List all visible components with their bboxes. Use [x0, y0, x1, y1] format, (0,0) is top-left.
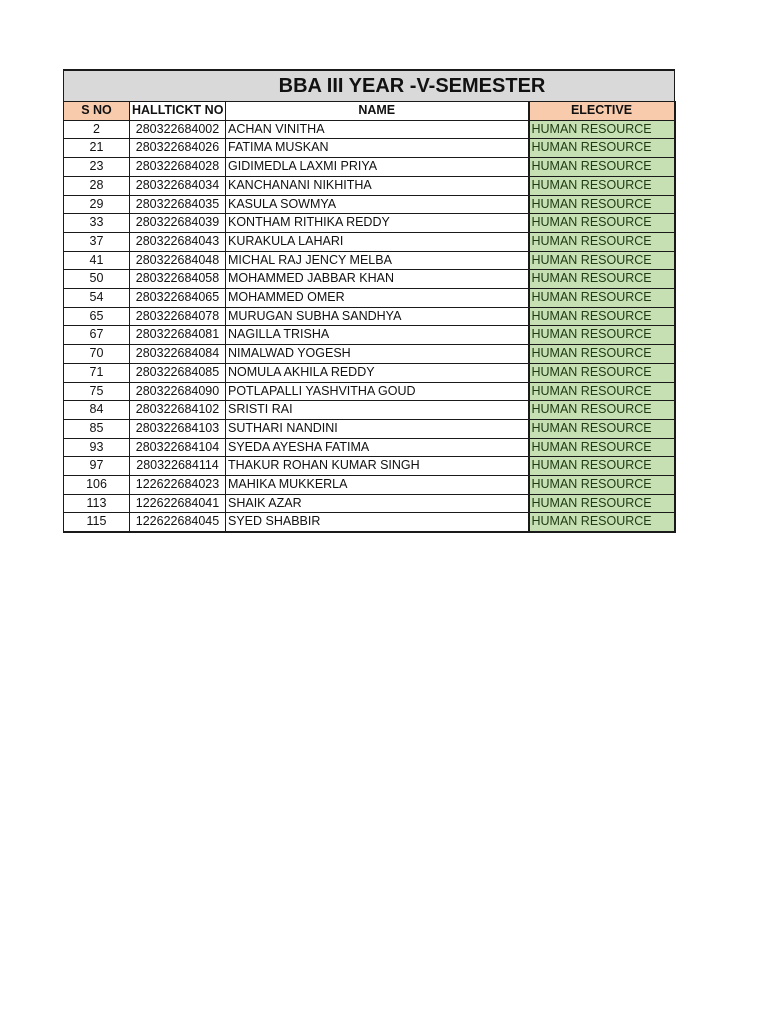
sno-cell: 21 — [64, 139, 130, 158]
name-cell: ACHAN VINITHA — [226, 120, 529, 139]
elective-cell: HUMAN RESOURCE — [529, 120, 675, 139]
hallticket-cell: 280322684034 — [130, 176, 226, 195]
elective-cell: HUMAN RESOURCE — [529, 307, 675, 326]
sno-cell: 2 — [64, 120, 130, 139]
elective-cell: HUMAN RESOURCE — [529, 289, 675, 308]
table-row — [64, 494, 675, 513]
hallticket-cell: 280322684043 — [130, 232, 226, 251]
sno-cell: 75 — [64, 382, 130, 401]
student-elective-table — [63, 69, 676, 533]
elective-cell: HUMAN RESOURCE — [529, 494, 675, 513]
name-cell: NAGILLA TRISHA — [226, 326, 529, 345]
name-cell: NOMULA AKHILA REDDY — [226, 363, 529, 382]
elective-cell: HUMAN RESOURCE — [529, 270, 675, 289]
elective-cell: HUMAN RESOURCE — [529, 419, 675, 438]
name-cell: MICHAL RAJ JENCY MELBA — [226, 251, 529, 270]
sno-cell: 29 — [64, 195, 130, 214]
elective-cell: HUMAN RESOURCE — [529, 214, 675, 233]
name-cell: SYED SHABBIR — [226, 513, 529, 532]
name-cell: KURAKULA LAHARI — [226, 232, 529, 251]
hallticket-cell: 280322684048 — [130, 251, 226, 270]
hallticket-cell: 280322684085 — [130, 363, 226, 382]
hallticket-cell: 122622684041 — [130, 494, 226, 513]
name-cell: FATIMA MUSKAN — [226, 139, 529, 158]
name-cell: MOHAMMED OMER — [226, 289, 529, 308]
sno-cell: 85 — [64, 419, 130, 438]
hallticket-cell: 280322684028 — [130, 158, 226, 177]
sno-cell: 115 — [64, 513, 130, 532]
header-elective: ELECTIVE — [529, 102, 675, 121]
elective-cell: HUMAN RESOURCE — [529, 476, 675, 495]
sno-cell: 106 — [64, 476, 130, 495]
table-row — [64, 214, 675, 233]
sno-cell: 70 — [64, 345, 130, 364]
name-cell: POTLAPALLI YASHVITHA GOUD — [226, 382, 529, 401]
table-row — [64, 307, 675, 326]
hallticket-cell: 280322684104 — [130, 438, 226, 457]
hallticket-cell: 280322684078 — [130, 307, 226, 326]
name-cell: THAKUR ROHAN KUMAR SINGH — [226, 457, 529, 476]
name-cell: SRISTI RAI — [226, 401, 529, 420]
table-row — [64, 158, 675, 177]
name-cell: MAHIKA MUKKERLA — [226, 476, 529, 495]
sno-cell: 23 — [64, 158, 130, 177]
table-row — [64, 120, 675, 139]
name-cell: SHAIK AZAR — [226, 494, 529, 513]
name-cell: MURUGAN SUBHA SANDHYA — [226, 307, 529, 326]
hallticket-cell: 280322684058 — [130, 270, 226, 289]
table-row — [64, 513, 675, 532]
table-body — [64, 120, 675, 532]
elective-cell: HUMAN RESOURCE — [529, 251, 675, 270]
elective-cell: HUMAN RESOURCE — [529, 158, 675, 177]
table-row — [64, 326, 675, 345]
table-row — [64, 270, 675, 289]
sno-cell: 33 — [64, 214, 130, 233]
hallticket-cell: 280322684035 — [130, 195, 226, 214]
sno-cell: 28 — [64, 176, 130, 195]
header-row — [64, 102, 675, 121]
name-cell: GIDIMEDLA LAXMI PRIYA — [226, 158, 529, 177]
table-row — [64, 382, 675, 401]
name-cell: KONTHAM RITHIKA REDDY — [226, 214, 529, 233]
table-row — [64, 476, 675, 495]
header-name: NAME — [226, 102, 529, 121]
elective-cell: HUMAN RESOURCE — [529, 457, 675, 476]
name-cell: MOHAMMED JABBAR KHAN — [226, 270, 529, 289]
hallticket-cell: 280322684090 — [130, 382, 226, 401]
name-cell: KASULA SOWMYA — [226, 195, 529, 214]
hallticket-cell: 280322684039 — [130, 214, 226, 233]
sno-cell: 71 — [64, 363, 130, 382]
sno-cell: 54 — [64, 289, 130, 308]
elective-cell: HUMAN RESOURCE — [529, 345, 675, 364]
sno-cell: 113 — [64, 494, 130, 513]
table-row — [64, 438, 675, 457]
name-cell: SUTHARI NANDINI — [226, 419, 529, 438]
header-hallticket: HALLTICKT NO — [130, 102, 226, 121]
elective-cell: HUMAN RESOURCE — [529, 513, 675, 532]
table-row — [64, 289, 675, 308]
table-row — [64, 195, 675, 214]
name-cell: KANCHANANI NIKHITHA — [226, 176, 529, 195]
table-row — [64, 419, 675, 438]
sheet-title: BBA III YEAR -V-SEMESTER — [64, 70, 675, 102]
table-row — [64, 139, 675, 158]
hallticket-cell: 280322684002 — [130, 120, 226, 139]
elective-cell: HUMAN RESOURCE — [529, 401, 675, 420]
sno-cell: 97 — [64, 457, 130, 476]
sno-cell: 37 — [64, 232, 130, 251]
sno-cell: 50 — [64, 270, 130, 289]
sno-cell: 67 — [64, 326, 130, 345]
elective-cell: HUMAN RESOURCE — [529, 326, 675, 345]
elective-cell: HUMAN RESOURCE — [529, 363, 675, 382]
elective-cell: HUMAN RESOURCE — [529, 139, 675, 158]
elective-cell: HUMAN RESOURCE — [529, 438, 675, 457]
name-cell: SYEDA AYESHA FATIMA — [226, 438, 529, 457]
table-row — [64, 232, 675, 251]
sno-cell: 41 — [64, 251, 130, 270]
sno-cell: 93 — [64, 438, 130, 457]
table-row — [64, 363, 675, 382]
elective-cell: HUMAN RESOURCE — [529, 232, 675, 251]
hallticket-cell: 280322684102 — [130, 401, 226, 420]
elective-cell: HUMAN RESOURCE — [529, 176, 675, 195]
hallticket-cell: 280322684084 — [130, 345, 226, 364]
hallticket-cell: 280322684081 — [130, 326, 226, 345]
table-row — [64, 251, 675, 270]
table-row — [64, 345, 675, 364]
name-cell: NIMALWAD YOGESH — [226, 345, 529, 364]
elective-cell: HUMAN RESOURCE — [529, 382, 675, 401]
table-row — [64, 457, 675, 476]
hallticket-cell: 280322684114 — [130, 457, 226, 476]
hallticket-cell: 280322684026 — [130, 139, 226, 158]
hallticket-cell: 280322684065 — [130, 289, 226, 308]
hallticket-cell: 280322684103 — [130, 419, 226, 438]
table-row — [64, 176, 675, 195]
hallticket-cell: 122622684023 — [130, 476, 226, 495]
sno-cell: 65 — [64, 307, 130, 326]
header-sno: S NO — [64, 102, 130, 121]
table-row — [64, 401, 675, 420]
sno-cell: 84 — [64, 401, 130, 420]
elective-cell: HUMAN RESOURCE — [529, 195, 675, 214]
hallticket-cell: 122622684045 — [130, 513, 226, 532]
title-row — [64, 70, 675, 102]
